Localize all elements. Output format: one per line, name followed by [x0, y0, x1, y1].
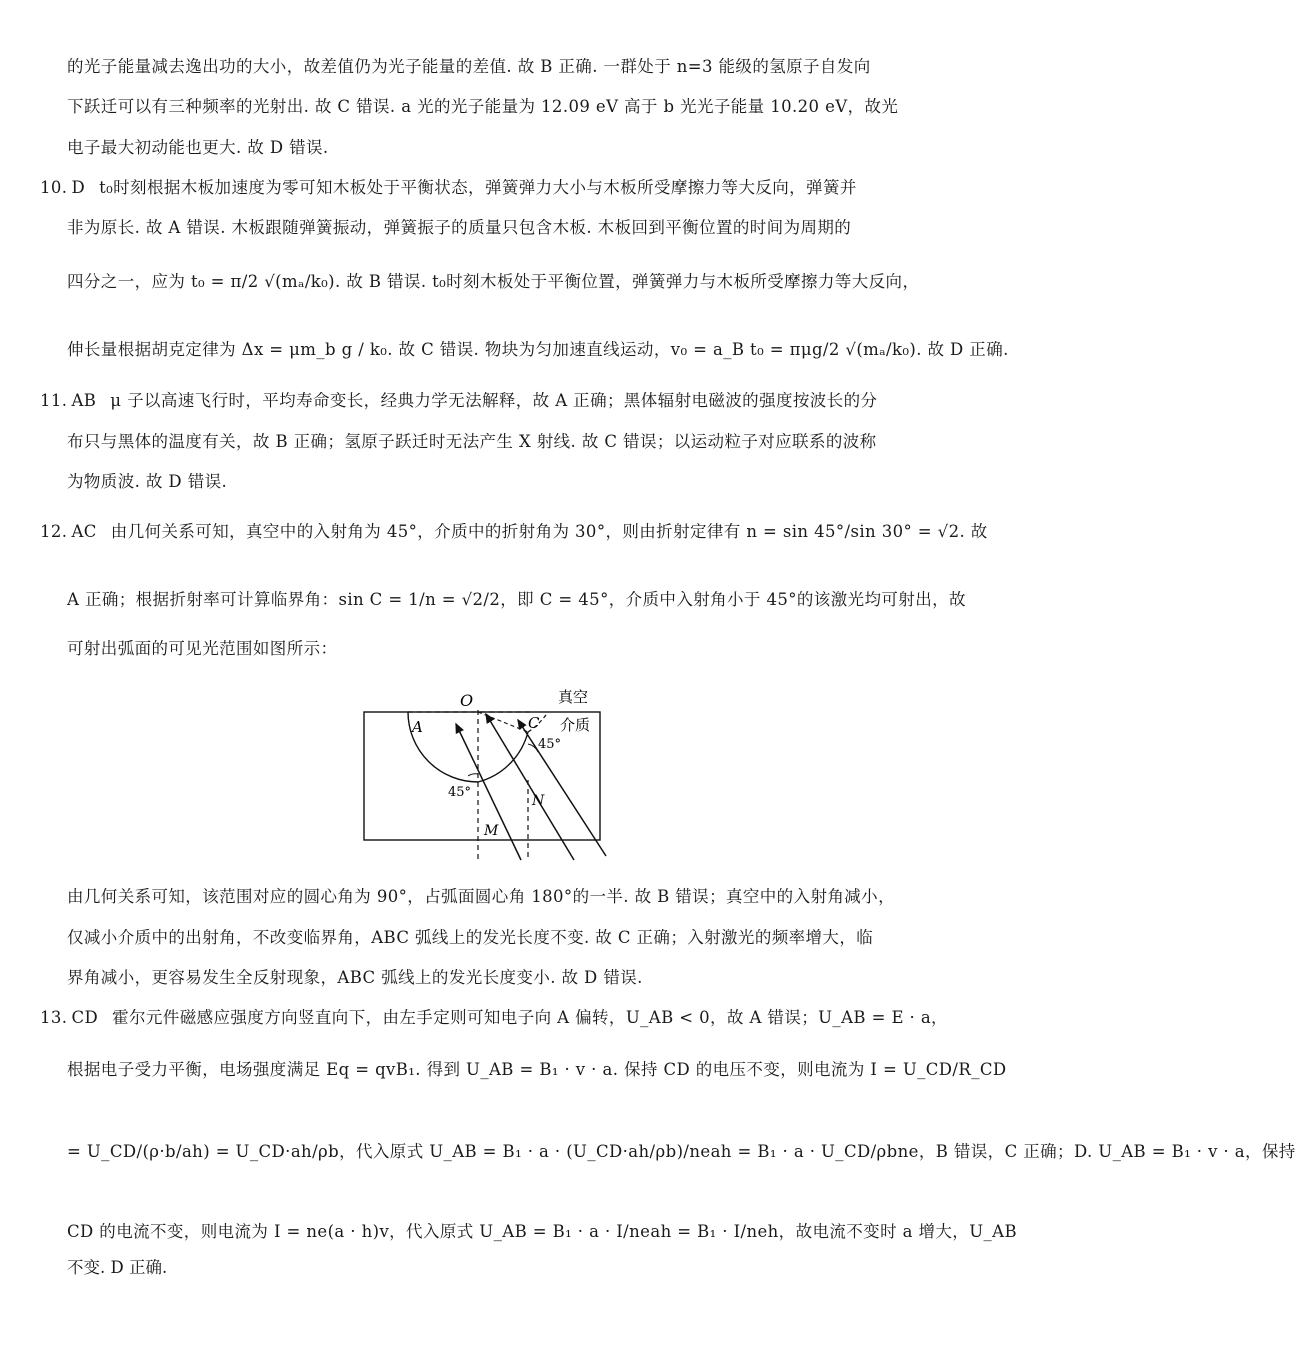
q10-number: 10.: [40, 178, 68, 197]
q11-answer: AB: [71, 391, 97, 410]
q13-number: 13.: [40, 1008, 68, 1027]
angle-arc-lower: [468, 774, 478, 776]
q13-clipped-line: [67, 1258, 168, 1282]
q12-text-1: 由几何关系可知，真空中的入射角为 45°，介质中的折射角为 30°，则由折射定律有 n = sin 45°/sin 30° = √2. 故: [110, 522, 988, 541]
label-vacuum: 真空: [558, 688, 589, 706]
q10-text-1: t₀时刻根据木板加速度为零可知木板处于平衡状态，弹簧弹力大小与木板所受摩擦力等大反向，弹簧并: [99, 178, 857, 197]
q12-after-line-1: 由几何关系可知，该范围对应的圆心角为 90°，占弧面圆心角 180°的一半. 故 B 错误；真空中的入射角减小，: [67, 887, 895, 906]
q11-line-2: 布只与黑体的温度有关，故 B 正确；氢原子跃迁时无法产生 X 射线. 故 C 错误；以运动粒子对应联系的波称: [67, 432, 877, 451]
intro-line-1: 的光子能量减去逸出功的大小，故差值仍为光子能量的差值. 故 B 正确. 一群处于 n=3 能级的氢原子自发向: [67, 57, 871, 76]
radius-OC: [478, 712, 528, 732]
q13-line-3: = U_CD/(ρ·b/ah) = U_CD·ah/ρb，代入原式 U_AB = B₁ · a · (U_CD·ah/ρb)/neah = B₁ · a · U_CD/ρbne，B 错误，C 正确；D. U_AB = B₁ · v · a，保持: [67, 1142, 1296, 1161]
q13-answer: CD: [71, 1008, 99, 1027]
q13-line-1: [40, 1006, 948, 1030]
intro-line-3: 电子最大初动能也更大. 故 D 错误.: [67, 138, 329, 157]
q12-after-line-3: 界角减小，更容易发生全反射现象，ABC 弧线上的发光长度变小. 故 D 错误.: [67, 968, 643, 987]
q12-answer: AC: [71, 522, 97, 541]
q10-line-2: 非为原长. 故 A 错误. 木板跟随弹簧振动，弹簧振子的质量只包含木板. 木板回到平衡位置的时间为周期的: [67, 218, 852, 237]
label-O: O: [460, 691, 474, 710]
angle-label-upper: 45°: [538, 737, 562, 752]
q10-line-4: 伸长量根据胡克定律为 Δx = μm_b g / k₀. 故 C 错误. 物块为匀加速直线运动，v₀ = a_B t₀ = πμg/2 √(mₐ/k₀). 故 D 正确.: [67, 340, 1009, 359]
q12-number: 12.: [40, 522, 68, 541]
q11-number: 11.: [40, 391, 68, 410]
q11-text-1: μ 子以高速飞行时，平均寿命变长，经典力学无法解释，故 A 正确；黑体辐射电磁波的强度按波长的分: [110, 391, 878, 410]
q12-line-2: A 正确；根据折射率可计算临界角：sin C = 1/n = √2/2，即 C = 45°，介质中入射角小于 45°的该激光均可射出，故: [67, 590, 966, 609]
q13-line-4: CD 的电流不变，则电流为 I = ne(a · h)v，代入原式 U_AB = B₁ · a · I/neah = B₁ · I/neh，故电流不变时 a 增大，U_AB: [67, 1222, 1018, 1241]
angle-label-lower: 45°: [448, 785, 472, 800]
label-C: C: [528, 714, 540, 732]
intro-line-2: 下跃迁可以有三种频率的光射出. 故 C 错误. a 光的光子能量为 12.09 eV 高于 b 光光子能量 10.20 eV，故光: [67, 97, 899, 116]
q13-line-2: 根据电子受力平衡，电场强度满足 Eq = qvB₁. 得到 U_AB = B₁ · v · a. 保持 CD 的电压不变，则电流为 I = U_CD/R_CD: [67, 1060, 1007, 1079]
q10-answer: D: [71, 178, 86, 197]
q11-line-1: [40, 389, 909, 413]
q10-line-3: 四分之一，应为 t₀ = π/2 √(mₐ/k₀). 故 B 错误. t₀时刻木板处于平衡位置，弹簧弹力与木板所受摩擦力等大反向，: [67, 272, 920, 291]
q12-after-line-2: 仅减小介质中的出射角，不改变临界角，ABC 弧线上的发光长度不变. 故 C 正确；入射激光的频率增大，临: [67, 928, 874, 947]
q10-line-1: [40, 176, 909, 200]
q11-line-3: 为物质波. 故 D 错误.: [67, 472, 228, 491]
q12-line-1: [40, 520, 988, 544]
label-medium: 介质: [560, 716, 591, 734]
label-A: A: [412, 718, 423, 736]
q13-text-1: 霍尔元件磁感应强度方向竖直向下，由左手定则可知电子向 A 偏转，U_AB < 0，故 A 错误；U_AB = E · a，: [112, 1008, 948, 1027]
arc-solid-2: [478, 732, 528, 782]
label-N: N: [532, 793, 545, 809]
q12-line-3: 可射出弧面的可见光范围如图所示：: [67, 639, 338, 658]
refraction-figure: [356, 680, 620, 870]
label-M: M: [484, 823, 499, 839]
q13-clipped-text: 不变. D 正确.: [67, 1258, 168, 1277]
